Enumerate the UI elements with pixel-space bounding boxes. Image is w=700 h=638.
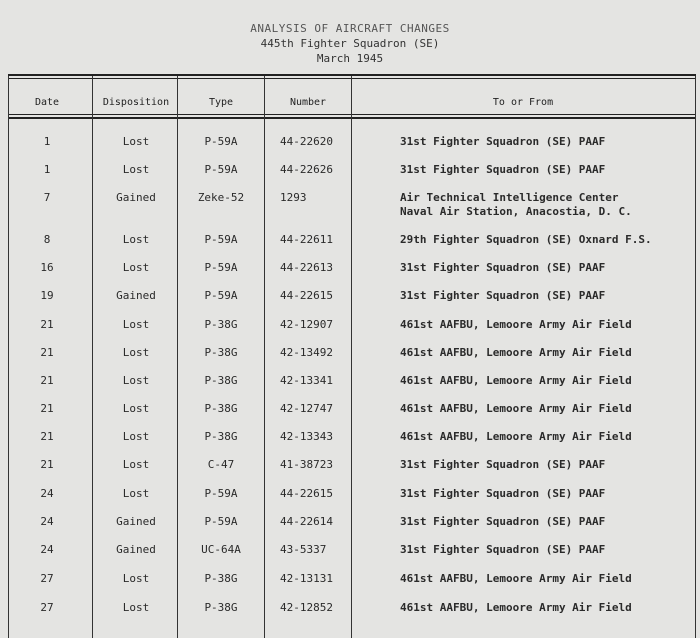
row-disposition: Lost bbox=[122, 572, 150, 585]
header-bottom-rule bbox=[8, 114, 696, 115]
row-number: 42-13492 bbox=[280, 346, 333, 359]
row-to-or-from: 461st AAFBU, Lemoore Army Air Field bbox=[400, 430, 632, 443]
row-disposition: Gained bbox=[116, 543, 156, 556]
row-type: P-59A bbox=[204, 233, 238, 246]
row-type: P-38G bbox=[204, 374, 238, 387]
row-disposition: Lost bbox=[122, 430, 150, 443]
table-row bbox=[0, 458, 700, 486]
row-type: P-59A bbox=[204, 163, 238, 176]
row-disposition: Gained bbox=[116, 289, 156, 302]
table-row bbox=[0, 402, 700, 430]
table-row bbox=[0, 163, 700, 191]
row-disposition: Lost bbox=[122, 346, 150, 359]
row-number: 44-22611 bbox=[280, 233, 333, 246]
row-to-or-from: 461st AAFBU, Lemoore Army Air Field bbox=[400, 402, 632, 415]
table-row bbox=[0, 374, 700, 402]
row-disposition: Lost bbox=[122, 601, 150, 614]
row-type: P-38G bbox=[204, 318, 238, 331]
column-header-type: Type bbox=[208, 97, 234, 108]
row-type: P-38G bbox=[204, 430, 238, 443]
row-number: 42-13343 bbox=[280, 430, 333, 443]
row-to-or-from: 31st Fighter Squadron (SE) PAAF bbox=[400, 135, 606, 148]
row-number: 41-38723 bbox=[280, 458, 333, 471]
row-type: UC-64A bbox=[201, 543, 241, 556]
row-type: P-38G bbox=[204, 346, 238, 359]
row-to-or-from: 31st Fighter Squadron (SE) PAAF bbox=[400, 163, 606, 176]
row-disposition: Lost bbox=[122, 261, 150, 274]
column-header-number: Number bbox=[289, 97, 327, 108]
row-number: 44-22614 bbox=[280, 515, 333, 528]
row-number: 42-13131 bbox=[280, 572, 333, 585]
table-row bbox=[0, 515, 700, 543]
column-header-to-or-from: To or From bbox=[492, 97, 554, 108]
row-number: 44-22613 bbox=[280, 261, 333, 274]
table-top-rule-2 bbox=[8, 78, 696, 79]
row-number: 44-22626 bbox=[280, 163, 333, 176]
row-date: 1 bbox=[43, 135, 51, 148]
row-disposition: Lost bbox=[122, 135, 150, 148]
table-row bbox=[0, 318, 700, 346]
table-row bbox=[0, 191, 700, 219]
row-type: P-59A bbox=[204, 261, 238, 274]
document-title: ANALYSIS OF AIRCRAFT CHANGES bbox=[250, 22, 450, 35]
row-to-or-from: 461st AAFBU, Lemoore Army Air Field bbox=[400, 572, 632, 585]
row-disposition: Lost bbox=[122, 233, 150, 246]
row-to-or-from: 31st Fighter Squadron (SE) PAAF bbox=[400, 543, 606, 556]
row-number: 42-12747 bbox=[280, 402, 333, 415]
row-disposition: Lost bbox=[122, 458, 150, 471]
row-date: 8 bbox=[43, 233, 51, 246]
row-disposition: Lost bbox=[122, 487, 150, 500]
row-type: C-47 bbox=[207, 458, 235, 471]
row-number: 44-22620 bbox=[280, 135, 333, 148]
row-date: 7 bbox=[43, 191, 51, 204]
header-bottom-rule-2 bbox=[8, 117, 696, 119]
row-date: 21 bbox=[40, 318, 54, 331]
row-number: 42-13341 bbox=[280, 374, 333, 387]
table-row bbox=[0, 346, 700, 374]
table-row bbox=[0, 135, 700, 163]
row-date: 24 bbox=[40, 543, 54, 556]
row-disposition: Lost bbox=[122, 163, 150, 176]
row-date: 21 bbox=[40, 458, 54, 471]
row-disposition: Lost bbox=[122, 402, 150, 415]
row-date: 21 bbox=[40, 346, 54, 359]
squadron-name: 445th Fighter Squadron (SE) bbox=[260, 37, 440, 50]
row-type: Zeke-52 bbox=[197, 191, 245, 204]
row-date: 19 bbox=[40, 289, 54, 302]
table-row bbox=[0, 289, 700, 317]
row-to-or-from-line-2: Naval Air Station, Anacostia, D. C. bbox=[400, 205, 632, 218]
row-number: 44-22615 bbox=[280, 289, 333, 302]
table-row bbox=[0, 487, 700, 515]
row-date: 27 bbox=[40, 601, 54, 614]
table-top-rule bbox=[8, 74, 696, 76]
table-row bbox=[0, 572, 700, 600]
row-to-or-from: 461st AAFBU, Lemoore Army Air Field bbox=[400, 601, 632, 614]
table-row bbox=[0, 601, 700, 629]
column-header-date: Date bbox=[34, 97, 60, 108]
row-disposition: Lost bbox=[122, 318, 150, 331]
row-type: P-59A bbox=[204, 515, 238, 528]
row-to-or-from: Air Technical Intelligence Center bbox=[400, 191, 619, 204]
row-date: 21 bbox=[40, 374, 54, 387]
table-row bbox=[0, 233, 700, 261]
row-date: 21 bbox=[40, 430, 54, 443]
row-to-or-from: 461st AAFBU, Lemoore Army Air Field bbox=[400, 346, 632, 359]
row-to-or-from: 31st Fighter Squadron (SE) PAAF bbox=[400, 261, 606, 274]
row-number: 42-12852 bbox=[280, 601, 333, 614]
row-date: 24 bbox=[40, 487, 54, 500]
report-date: March 1945 bbox=[316, 52, 384, 65]
row-to-or-from: 29th Fighter Squadron (SE) Oxnard F.S. bbox=[400, 233, 652, 246]
row-type: P-38G bbox=[204, 601, 238, 614]
row-date: 1 bbox=[43, 163, 51, 176]
row-disposition: Gained bbox=[116, 191, 156, 204]
column-header-disposition: Disposition bbox=[102, 97, 170, 108]
row-number: 44-22615 bbox=[280, 487, 333, 500]
row-date: 21 bbox=[40, 402, 54, 415]
row-date: 27 bbox=[40, 572, 54, 585]
row-type: P-38G bbox=[204, 402, 238, 415]
table-row bbox=[0, 261, 700, 289]
row-to-or-from: 31st Fighter Squadron (SE) PAAF bbox=[400, 289, 606, 302]
row-number: 43-5337 bbox=[280, 543, 327, 556]
row-type: P-59A bbox=[204, 135, 238, 148]
row-type: P-59A bbox=[204, 487, 238, 500]
row-date: 24 bbox=[40, 515, 54, 528]
table-row bbox=[0, 543, 700, 571]
row-to-or-from: 461st AAFBU, Lemoore Army Air Field bbox=[400, 374, 632, 387]
row-date: 16 bbox=[40, 261, 54, 274]
row-type: P-59A bbox=[204, 289, 238, 302]
table-row bbox=[0, 430, 700, 458]
row-disposition: Gained bbox=[116, 515, 156, 528]
row-disposition: Lost bbox=[122, 374, 150, 387]
row-type: P-38G bbox=[204, 572, 238, 585]
row-to-or-from: 461st AAFBU, Lemoore Army Air Field bbox=[400, 318, 632, 331]
row-to-or-from: 31st Fighter Squadron (SE) PAAF bbox=[400, 487, 606, 500]
row-to-or-from: 31st Fighter Squadron (SE) PAAF bbox=[400, 515, 606, 528]
row-number: 1293 bbox=[280, 191, 307, 204]
row-to-or-from: 31st Fighter Squadron (SE) PAAF bbox=[400, 458, 606, 471]
row-number: 42-12907 bbox=[280, 318, 333, 331]
